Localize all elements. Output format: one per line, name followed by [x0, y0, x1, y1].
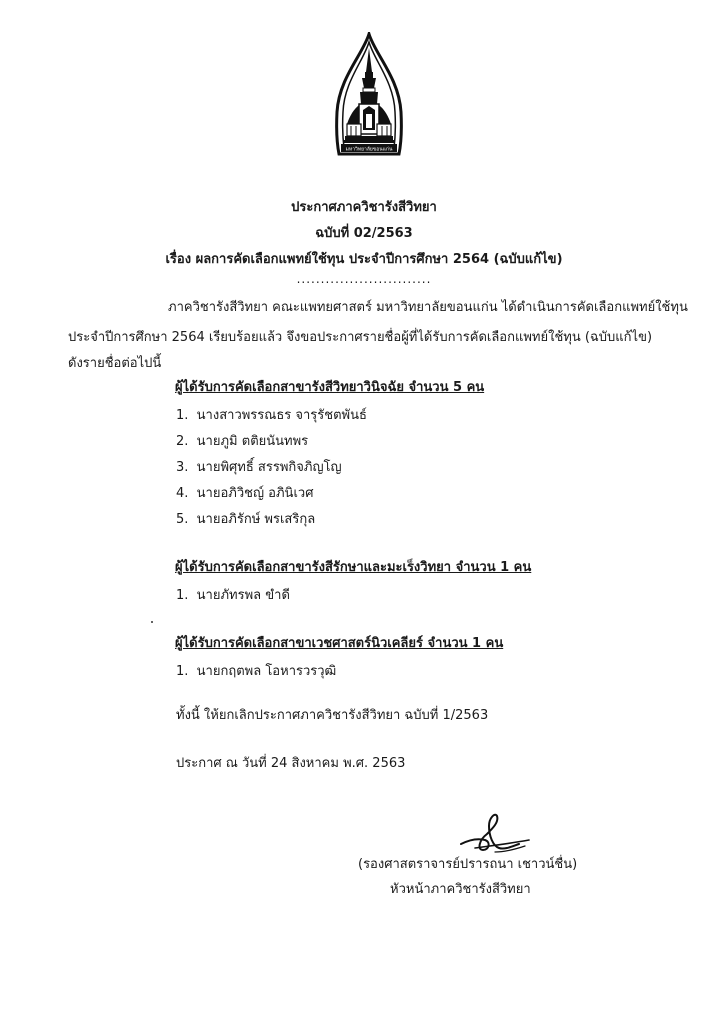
announcement-subject: เรื่อง ผลการคัดเลือกแพทย์ใช้ทุน ประจำปีการศึกษา 2564 (ฉบับแก้ไข): [165, 252, 563, 267]
header-separator: ............................: [296, 272, 432, 286]
announcement-date: ประกาศ ณ วันที่ 24 สิงหาคม พ.ศ. 2563: [176, 756, 406, 771]
list-item-number: 4.: [176, 486, 189, 501]
list-item-name: นายพิศุทธิ์ สรรพกิจภิญโญ: [196, 460, 342, 475]
announcement-title: ประกาศภาควิชารังสีวิทยา: [291, 200, 437, 215]
list-item: [176, 404, 367, 425]
cancellation-note: ทั้งนี้ ให้ยกเลิกประกาศภาควิชารังสีวิทยา ฉบับที่ 1/2563: [176, 708, 489, 723]
seal-banner-text: มหาวิทยาลัยขอนแก่น: [345, 146, 393, 153]
intro-line-2: ประจำปีการศึกษา 2564 เรียบร้อยแล้ว จึงขอประกาศรายชื่อผู้ที่ได้รับการคัดเลือกแพทย์ใช้ทุน (ฉบับแก้ไข): [68, 330, 653, 345]
section-heading: ผู้ได้รับการคัดเลือกสาขารังสีรักษาและมะเร็งวิทยา จำนวน 1 คน: [175, 560, 532, 575]
list-item: [176, 660, 336, 681]
signatory-position: หัวหน้าภาควิชารังสีวิทยา: [390, 882, 531, 897]
list-item: [176, 482, 313, 503]
section-heading: ผู้ได้รับการคัดเลือกสาขาเวชศาสตร์นิวเคลียร์ จำนวน 1 คน: [175, 636, 504, 651]
list-item: [176, 456, 342, 477]
list-item-name: นางสาวพรรณธร จารุรัชตพันธ์: [196, 408, 367, 423]
list-item-number: 2.: [176, 434, 189, 449]
signatory-name: (รองศาสตราจารย์ปรารถนา เชาวน์ชื่น): [358, 857, 578, 872]
scan-speck: [151, 621, 153, 623]
list-item-number: 1.: [176, 588, 189, 603]
list-item-number: 1.: [176, 408, 189, 423]
list-item-name: นายภัทรพล ขำดี: [196, 588, 290, 603]
list-item-number: 5.: [176, 512, 189, 527]
list-item-name: นายกฤตพล โอหารวรวุฒิ: [196, 664, 337, 679]
list-item-number: 1.: [176, 664, 189, 679]
list-item: [176, 508, 315, 529]
university-seal-logo: [333, 32, 405, 164]
intro-line-1: ภาควิชารังสีวิทยา คณะแพทยศาสตร์ มหาวิทยาลัยขอนแก่น ได้ดำเนินการคัดเลือกแพทย์ใช้ทุน: [168, 300, 688, 315]
list-item-name: นายอภิรักษ์ พรเสริกุล: [196, 512, 316, 527]
list-item-name: นายอภิวิชญ์ อภินิเวศ: [196, 486, 314, 501]
list-item-name: นายภูมิ ตติยนันทพร: [196, 434, 309, 449]
list-item: [176, 430, 308, 451]
list-item: [176, 584, 290, 605]
list-item-number: 3.: [176, 460, 189, 475]
announcement-number: ฉบับที่ 02/2563: [315, 226, 413, 241]
intro-line-3: ดังรายชื่อต่อไปนี้: [68, 356, 162, 371]
section-heading: ผู้ได้รับการคัดเลือกสาขารังสีวิทยาวินิจฉัย จำนวน 5 คน: [175, 380, 485, 395]
